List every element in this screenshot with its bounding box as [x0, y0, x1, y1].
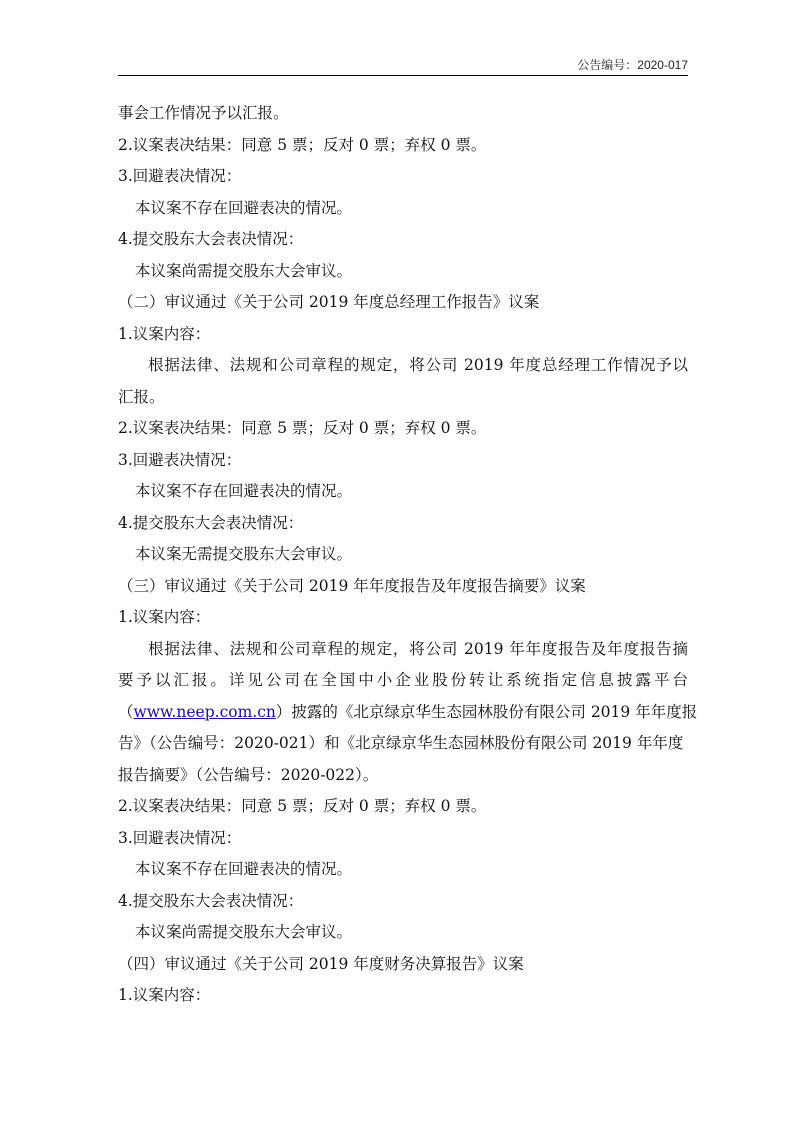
shareholder-vote-heading: 4.提交股东大会表决情况： [118, 230, 304, 248]
recusal-text: 本议案不存在回避表决的情况。 [135, 482, 353, 500]
shareholder-vote-text: 本议案尚需提交股东大会审议。 [135, 923, 353, 941]
paragraph-line: 汇报。 [118, 387, 165, 406]
recusal-text: 本议案不存在回避表决的情况。 [135, 198, 353, 217]
paragraph-line: 告》（公告编号：2020-021）和《北京绿京华生态园林股份有限公司 2019 年年度 [118, 734, 684, 752]
vote-result: 2.议案表决结果：同意 5 票；反对 0 票；弃权 0 票。 [118, 797, 487, 815]
document-body [118, 98, 698, 1012]
recusal-heading: 3.回避表决情况： [118, 167, 242, 185]
shareholder-vote-text: 本议案尚需提交股东大会审议。 [135, 261, 353, 280]
shareholder-vote-heading: 4.提交股东大会表决情况： [118, 513, 304, 532]
proposal-content-heading: 1.议案内容： [118, 986, 211, 1004]
vote-result: 2.议案表决结果：同意 5 票；反对 0 票；弃权 0 票。 [118, 419, 487, 437]
proposal-content-heading: 1.议案内容： [118, 608, 211, 626]
website-link[interactable]: www.neep.com.cn [133, 702, 276, 721]
document-number: 公告编号：2020-017 [577, 58, 688, 72]
paragraph-line [118, 697, 698, 729]
vote-result: 2.议案表决结果：同意 5 票；反对 0 票；弃权 0 票。 [118, 135, 487, 154]
recusal-heading: 3.回避表决情况： [118, 828, 242, 847]
header-divider [118, 75, 688, 76]
recusal-heading: 3.回避表决情况： [118, 450, 242, 469]
section-heading-2: （二）审议通过《关于公司 2019 年度总经理工作报告》议案 [118, 293, 540, 311]
shareholder-vote-text: 本议案无需提交股东大会审议。 [135, 545, 353, 563]
paragraph-line: 根据法律、法规和公司章程的规定，将公司 2019 年年度报告及年度报告摘 [148, 639, 688, 658]
paragraph-text: ）披露的《北京绿京华生态园林股份有限公司 2019 年年度报 [275, 702, 698, 721]
paren-open: （ [118, 702, 134, 721]
paragraph-line: 要予以汇报。详见公司在全国中小企业股份转让系统指定信息披露平台 [118, 671, 688, 689]
shareholder-vote-heading: 4.提交股东大会表决情况： [118, 891, 304, 910]
section-heading-4: （四）审议通过《关于公司 2019 年度财务决算报告》议案 [118, 954, 524, 973]
proposal-content-heading: 1.议案内容： [118, 324, 211, 343]
paragraph-line: 根据法律、法规和公司章程的规定，将公司 2019 年度总经理工作情况予以 [148, 356, 688, 374]
paragraph-line: 报告摘要》（公告编号：2020-022）。 [118, 765, 379, 784]
paragraph-line: 事会工作情况予以汇报。 [118, 104, 289, 122]
recusal-text: 本议案不存在回避表决的情况。 [135, 860, 353, 878]
section-heading-3: （三）审议通过《关于公司 2019 年年度报告及年度报告摘要》议案 [118, 576, 586, 595]
